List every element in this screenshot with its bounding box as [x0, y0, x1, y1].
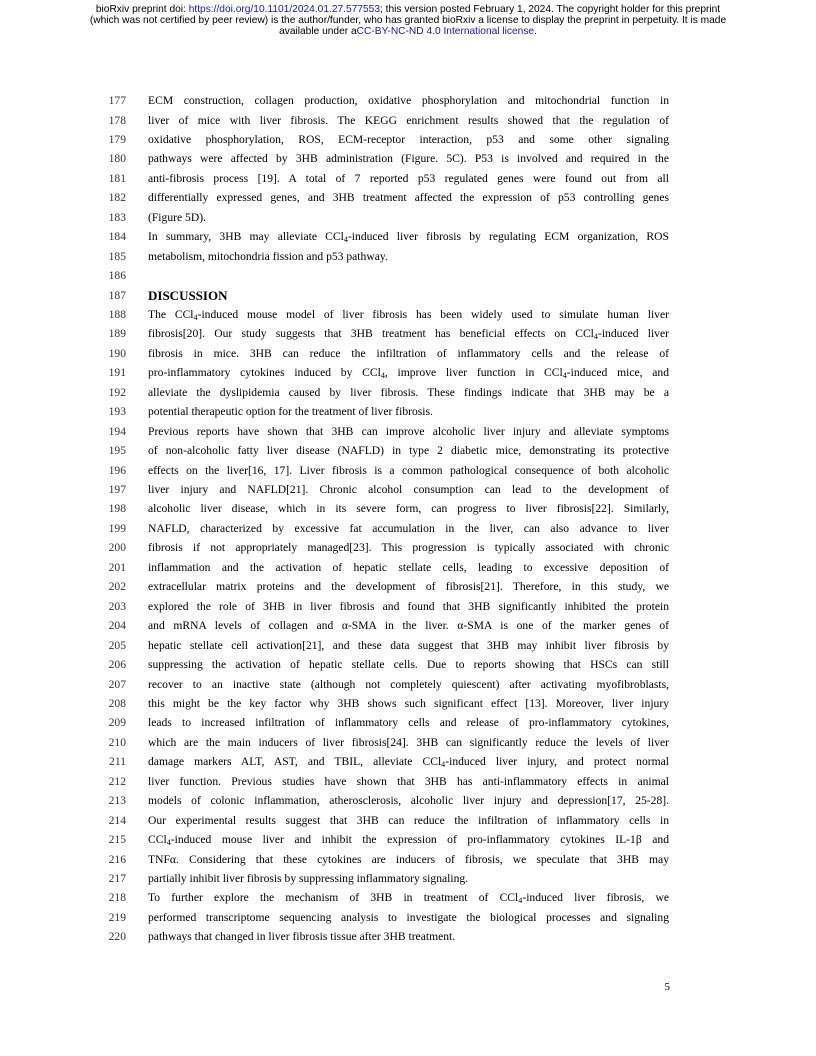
line-text: of non-alcoholic fatty liver disease (NAFLD) in type 2 diabetic mice, demonstrating its protective: [148, 444, 669, 458]
line-number: 214: [108, 813, 126, 827]
line-number: 177: [108, 94, 126, 107]
line-text: Previous reports have shown that 3HB can improve alcoholic liver injury and alleviate symptoms: [148, 424, 669, 438]
text-line: [0, 266, 816, 285]
text-line: [0, 461, 816, 480]
line-text: alleviate the dyslipidemia caused by liver fibrosis. These findings indicate that 3HB may be a: [148, 385, 669, 399]
text-line: [0, 908, 816, 927]
text-line: [0, 305, 816, 324]
text-line: [0, 597, 816, 616]
line-text: fibrosis in mice. 3HB can reduce the infiltration of inflammatory cells and the release of: [148, 346, 669, 360]
line-number: 183: [108, 210, 126, 224]
header-line-2: (which was not certified by peer review) is the author/funder, who has granted bioRxiv a license to display the preprint in perpetuity. It is made: [89, 15, 727, 26]
text-line: [0, 733, 816, 752]
line-number: 203: [108, 599, 126, 613]
line-number: 200: [108, 541, 126, 555]
text-line: [0, 91, 816, 110]
text-line: [0, 772, 816, 791]
line-number: 197: [108, 483, 126, 496]
text-line: [0, 888, 816, 907]
line-number: 185: [108, 249, 126, 263]
line-text: damage markers ALT, AST, and TBIL, alleviate CCl$_4$-induced liver injury, and protect normal: [148, 755, 669, 770]
line-number: 195: [108, 444, 126, 458]
text-line: [0, 441, 816, 460]
line-text: TNFα. Considering that these cytokines are inducers of fibrosis, we speculate that 3HB may: [148, 852, 669, 866]
line-text: and mRNA levels of collagen and α-SMA in the liver. α-SMA is one of the marker genes of: [148, 619, 669, 633]
line-number: 199: [108, 521, 126, 535]
text-line: [0, 616, 816, 635]
line-text: liver injury and NAFLD[21]. Chronic alcohol consumption can lead to the development of: [148, 483, 669, 496]
text-line: [0, 830, 816, 849]
line-number: 219: [108, 910, 126, 924]
line-number: 196: [108, 463, 126, 477]
text-line: [0, 188, 816, 207]
line-text: anti-fibrosis process [19]. A total of 7 reported p53 regulated genes were found out from all: [148, 171, 669, 185]
line-text: NAFLD, characterized by excessive fat accumulation in the liver, can also advance to liver: [148, 521, 669, 535]
line-text: The CCl$_4$-induced mouse model of liver fibrosis has been widely used to simulate human liver: [148, 307, 669, 322]
text-line: [0, 227, 816, 246]
line-number: 217: [108, 872, 126, 885]
text-line: [0, 422, 816, 441]
line-number: 201: [108, 560, 126, 574]
line-number: 218: [108, 891, 126, 905]
line-number: 210: [108, 735, 126, 749]
text-line: [0, 850, 816, 869]
preprint-header: [0, 4, 816, 37]
text-line: [0, 499, 816, 518]
line-text: pathways that changed in liver fibrosis tissue after 3HB treatment.: [148, 930, 456, 944]
text-line: [0, 324, 816, 343]
line-number: 184: [108, 230, 126, 244]
line-text: Our experimental results suggest that 3HB can reduce the infiltration of inflammatory cells in: [148, 813, 669, 827]
line-text: fibrosis if not appropriately managed[23]. This progression is typically associated with chronic: [148, 541, 669, 555]
text-line: [0, 149, 816, 168]
line-text: this might be the key factor why 3HB shows such significant effect [13]. Moreover, liver injury: [148, 696, 669, 710]
line-text: liver of mice with liver fibrosis. The KEGG enrichment results showed that the regulation of: [148, 113, 669, 127]
text-line: [0, 130, 816, 149]
line-number: 190: [108, 346, 126, 360]
line-text: To further explore the mechanism of 3HB in treatment of CCl$_4$-induced liver fibrosis, we: [148, 891, 669, 906]
text-line: [0, 636, 816, 655]
page-number: 5: [664, 981, 670, 993]
line-number: 211: [109, 755, 126, 769]
line-text: recover to an inactive state (although not completely quiescent) after activating myofibroblasts,: [148, 677, 669, 691]
line-number: 207: [108, 677, 126, 691]
line-text: metabolism, mitochondria fission and p53 pathway.: [148, 249, 388, 263]
text-line: [0, 344, 816, 363]
line-text: suppressing the activation of hepatic stellate cells. Due to reports showing that HSCs can still: [148, 658, 669, 671]
line-number: 212: [108, 774, 126, 788]
line-text: effects on the liver[16, 17]. Liver fibrosis is a common pathological consequence of both alcoholic: [148, 463, 669, 477]
section-heading-row: [0, 286, 816, 305]
doi-link[interactable]: https://doi.org/10.1101/2024.01.27.577553: [188, 4, 380, 15]
text-line: [0, 655, 816, 674]
line-number: 178: [108, 113, 126, 127]
text-line: [0, 927, 816, 946]
line-text: partially inhibit liver fibrosis by suppressing inflammatory signaling.: [148, 872, 469, 885]
line-number: 213: [108, 794, 126, 808]
line-text: performed transcriptome sequencing analysis to investigate the biological processes and signaling: [148, 910, 669, 924]
text-line: [0, 208, 816, 227]
line-number: 182: [108, 191, 126, 205]
line-text: explored the role of 3HB in liver fibrosis and found that 3HB significantly inhibited the protein: [148, 599, 669, 613]
line-number: 208: [108, 696, 126, 710]
text-line: [0, 869, 816, 888]
line-number: 215: [108, 833, 126, 847]
line-number: 179: [108, 132, 126, 146]
text-line: [0, 811, 816, 830]
line-number: 189: [108, 327, 126, 341]
line-number: 216: [108, 852, 126, 866]
text-line: [0, 752, 816, 771]
line-number: 198: [108, 502, 126, 516]
text-line: [0, 402, 816, 421]
line-text: pro-inflammatory cytokines induced by CCl$_4$, improve liver function in CCl$_4$-induced mice, and: [148, 366, 669, 381]
line-number: 192: [108, 385, 126, 399]
line-text: oxidative phosphorylation, ROS, ECM-receptor interaction, p53 and some other signaling: [148, 132, 669, 146]
line-number: 206: [108, 658, 126, 671]
header-line-1: bioRxiv preprint doi: https://doi.org/10.1101/2024.01.27.577553; this version posted February 1, 2024. The copyright holder for this preprint: [95, 4, 721, 15]
line-number: 205: [108, 638, 126, 652]
text-line: [0, 577, 816, 596]
text-line: [0, 675, 816, 694]
line-text: hepatic stellate cell activation[21], and these data suggest that 3HB may inhibit liver fibrosis by: [148, 638, 669, 652]
line-number: 187: [108, 288, 126, 302]
line-number: 186: [108, 269, 126, 282]
section-heading: DISCUSSION: [148, 287, 228, 303]
text-line: [0, 538, 816, 557]
text-line: [0, 111, 816, 130]
line-number: 191: [108, 366, 126, 380]
text-line: [0, 558, 816, 577]
line-number: 202: [108, 580, 126, 594]
line-number: 181: [108, 171, 126, 185]
line-number: 193: [108, 405, 126, 419]
line-text: potential therapeutic option for the treatment of liver fibrosis.: [148, 405, 433, 419]
line-number: 188: [108, 307, 126, 321]
line-text: which are the main inducers of liver fibrosis[24]. 3HB can significantly reduce the levels of liver: [148, 735, 669, 749]
text-line: [0, 383, 816, 402]
text-line: [0, 363, 816, 382]
line-text: (Figure 5D).: [148, 210, 206, 224]
line-text: ECM construction, collagen production, oxidative phosphorylation and mitochondrial function in: [148, 94, 669, 107]
line-text: fibrosis[20]. Our study suggests that 3HB treatment has beneficial effects on CCl$_4$-induced liver: [148, 327, 669, 342]
text-line: [0, 713, 816, 732]
text-line: [0, 694, 816, 713]
line-number: 194: [108, 424, 126, 438]
line-text: differentially expressed genes, and 3HB treatment affected the expression of p53 controlling genes: [148, 191, 669, 205]
line-text: liver function. Previous studies have shown that 3HB has anti-inflammatory effects in animal: [148, 774, 669, 788]
line-text: pathways were affected by 3HB administration (Figure. 5C). P53 is involved and required in the: [148, 152, 669, 166]
line-text: alcoholic liver disease, which in its severe form, can progress to liver fibrosis[22]. Similarly,: [148, 502, 669, 516]
header-line-3: available under aCC-BY-NC-ND 4.0 International license.: [279, 26, 537, 37]
line-number: 204: [108, 619, 126, 633]
line-text: inflammation and the activation of hepatic stellate cells, leading to excessive deposition of: [148, 560, 669, 574]
line-text: extracellular matrix proteins and the development of fibrosis[21]. Therefore, in this study, we: [148, 580, 669, 594]
text-line: [0, 791, 816, 810]
text-line: [0, 169, 816, 188]
line-text: CCl$_4$-induced mouse liver and inhibit the expression of pro-inflammatory cytokines IL-1β and: [148, 833, 669, 848]
text-line: [0, 247, 816, 266]
line-text: leads to increased infiltration of inflammatory cells and release of pro-inflammatory cytokines,: [148, 716, 669, 730]
line-number: 220: [108, 930, 126, 944]
text-line: [0, 519, 816, 538]
line-text: models of colonic inflammation, atherosclerosis, alcoholic liver injury and depression[17, 25-28].: [148, 794, 669, 808]
line-number: 180: [108, 152, 126, 166]
text-line: [0, 480, 816, 499]
license-link[interactable]: CC-BY-NC-ND 4.0 International license: [356, 26, 535, 37]
line-number: 209: [108, 716, 126, 730]
line-text: In summary, 3HB may alleviate CCl$_4$-induced liver fibrosis by regulating ECM organization, ROS: [148, 230, 669, 245]
